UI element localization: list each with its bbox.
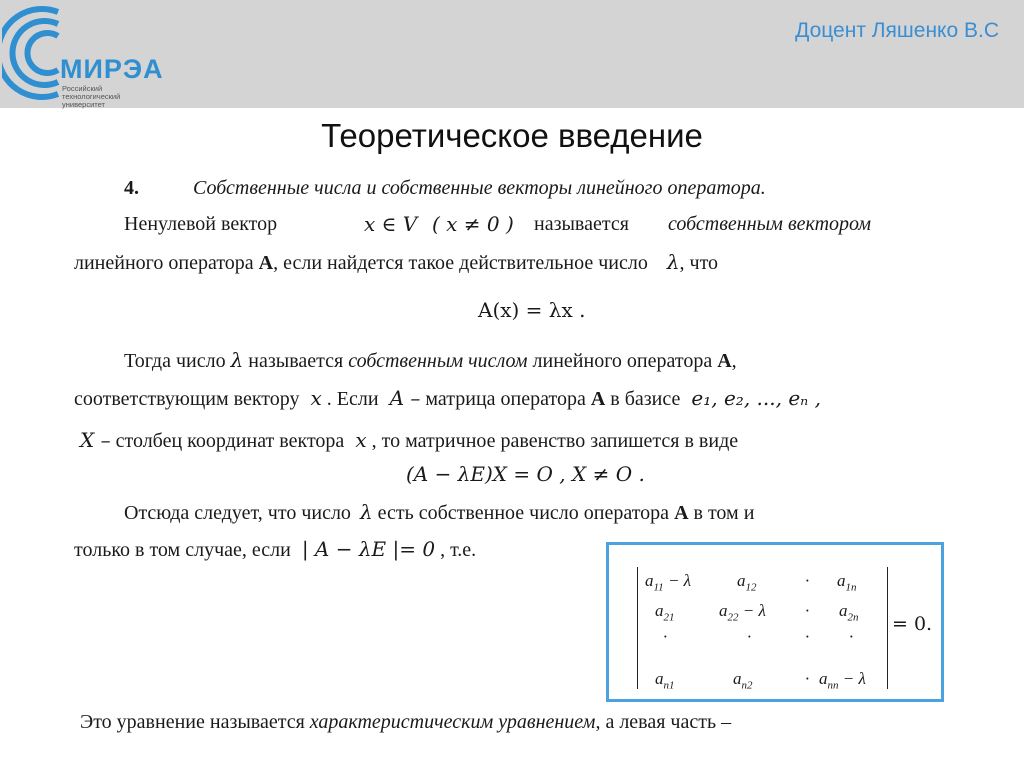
det-left-bar	[637, 567, 638, 689]
p4-line-1: Это уравнение называется характеристическим уравнением, а левая часть –	[80, 711, 732, 733]
matrix-equals-zero: = 0.	[892, 613, 933, 635]
det-right-bar	[887, 567, 888, 689]
matrix-cell: $a_{n1}$	[655, 669, 675, 692]
p1-line-1: Ненулевой вектор	[124, 213, 278, 235]
equation-eigen: A(x) = λx .	[478, 298, 586, 322]
matrix-cell: $a_{22} - \lambda$	[719, 601, 766, 624]
term-eigenvector: собственным вектором	[668, 213, 872, 235]
formula-x-in-v: x ∈ V	[364, 212, 418, 236]
formula-x-nonzero: ( x ≠ 0 )	[432, 212, 514, 236]
logo-word: МИРЭА	[60, 54, 164, 84]
matrix-cell: $a_{1n}$	[837, 571, 857, 594]
matrix-cell: $a_{12}$	[737, 571, 757, 594]
matrix-cell: ·	[805, 627, 810, 646]
matrix-cell: ·	[805, 601, 810, 620]
p3-line-2: только в том случае, если | A − λE |= 0 , т.е.	[74, 537, 477, 561]
mirea-logo	[2, 2, 182, 110]
slide-title: Теоретическое введение	[321, 117, 703, 154]
section-heading	[124, 177, 766, 200]
matrix-cell: ·	[849, 627, 854, 646]
equation-matrix: (A − λE)X = O , X ≠ O .	[406, 462, 645, 486]
matrix-cell: $a_{11} - \lambda$	[645, 571, 692, 594]
matrix-cell: $a_{2n}$	[839, 601, 859, 624]
matrix-cell: ·	[663, 627, 668, 646]
p2-line-1: Тогда число λ называется собственным числом линейного оператора A,	[124, 348, 737, 372]
matrix-cell: ·	[805, 571, 810, 590]
p2-line-2: соответствующим вектору x . Если A – матрица оператора A в базисе e₁, e₂, ..., eₙ ,	[74, 386, 821, 410]
matrix-cell: ·	[747, 627, 752, 646]
matrix-cell: $a_{n2}$	[733, 669, 753, 692]
p1-line-2: линейного оператора A, если найдется такое действительное число λ, что	[74, 250, 719, 274]
author-label: Доцент Ляшенко В.С	[795, 19, 999, 42]
p2-line-3: X – столбец координат вектора x , то матричное равенство запишется в виде	[80, 428, 739, 452]
matrix-cell: $a_{21}$	[655, 601, 675, 624]
matrix-cell: $a_{nn} - \lambda$	[819, 669, 866, 692]
matrix-cell: ·	[805, 669, 810, 688]
characteristic-determinant-box	[606, 542, 944, 702]
section-title: Собственные числа и собственные векторы линейного оператора.	[193, 177, 766, 199]
logo-subtitle: Российский технологический университет	[62, 84, 121, 109]
p3-line-1: Отсюда следует, что число λ есть собственное число оператора A в том и	[124, 500, 755, 524]
section-number: 4.	[124, 177, 139, 199]
p1-called: называется	[534, 213, 629, 235]
